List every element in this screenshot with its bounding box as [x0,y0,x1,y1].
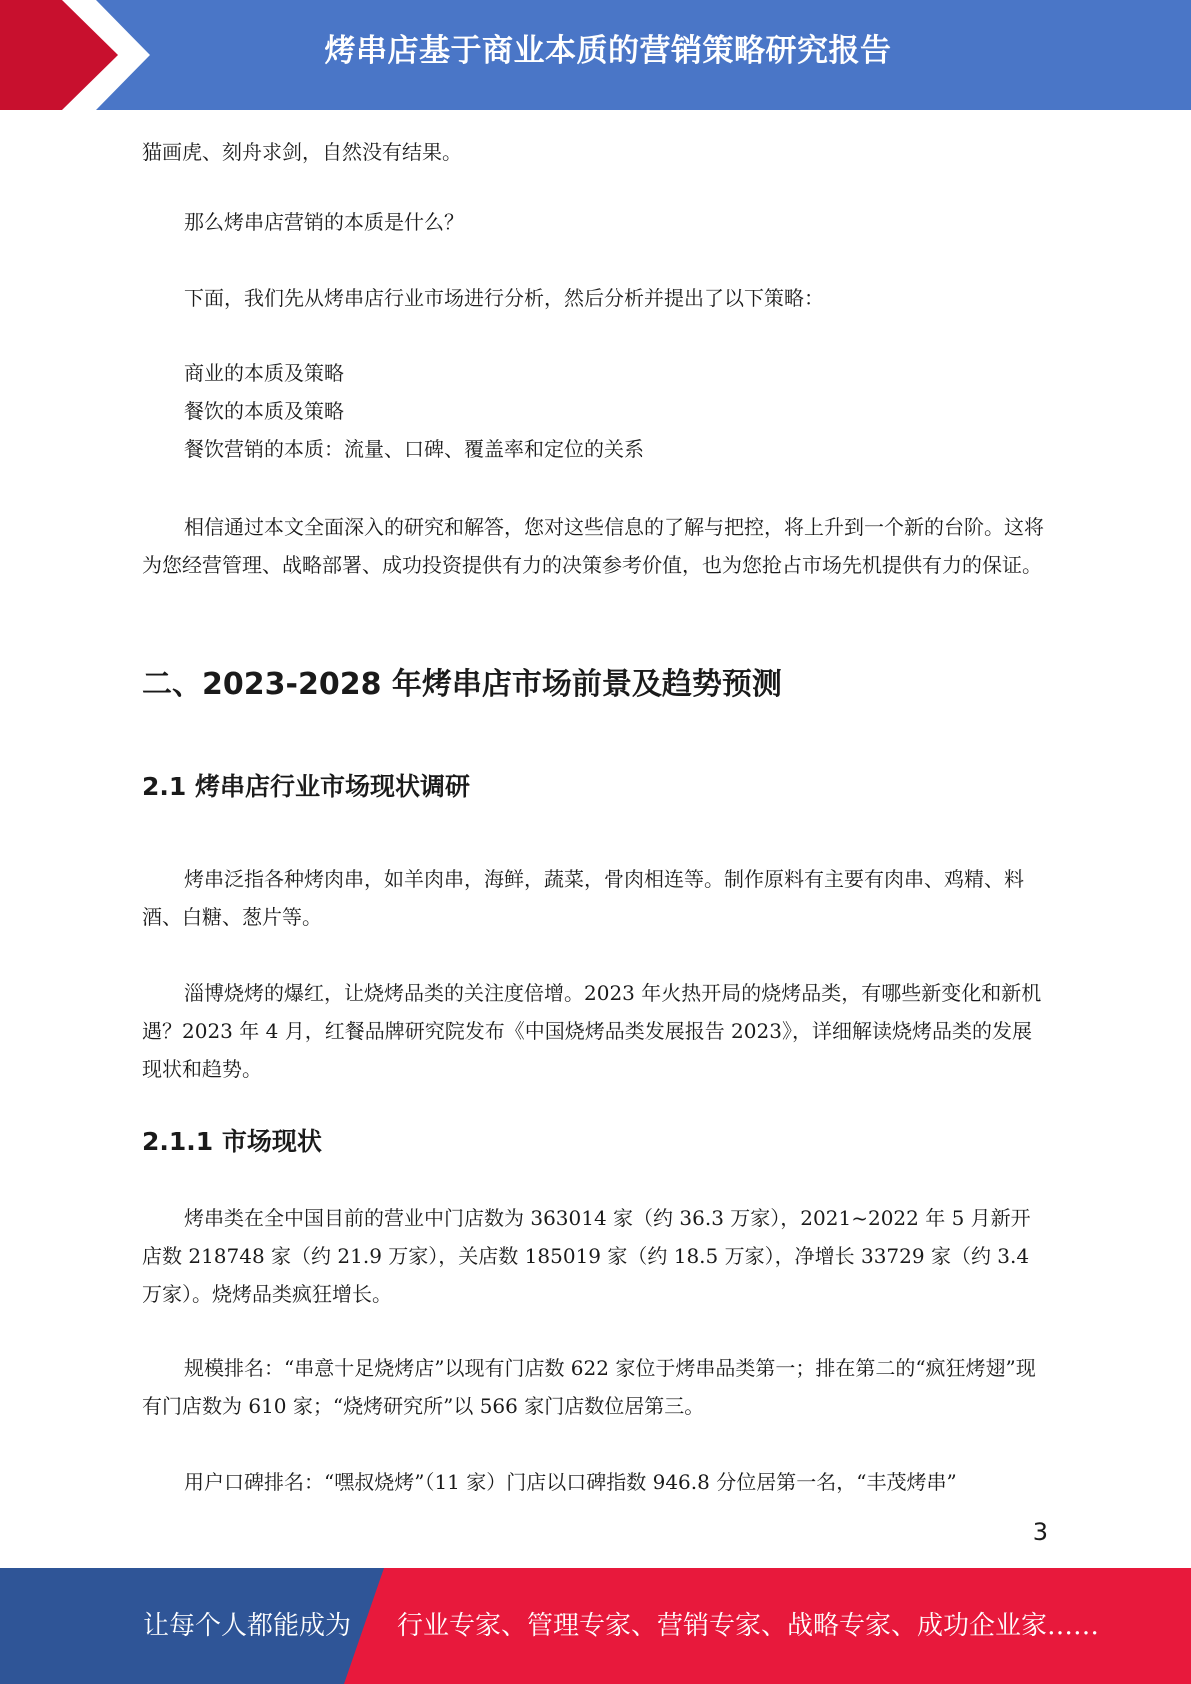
paragraph-continuation: 猫画虎、刻舟求剑，自然没有结果。 [142,140,462,164]
strategy-list-item: 餐饮的本质及策略 [184,399,344,423]
section-heading: 二、2023-2028 年烤串店市场前景及趋势预测 [142,667,782,702]
footer-slogan-left: 让每个人都能成为 [143,1611,352,1641]
subsection-heading: 2.1 烤串店行业市场现状调研 [142,772,470,801]
paragraph-believe: 相信通过本文全面深入的研究和解答，您对这些信息的了解与把控，将上升到一个新的台阶。这将为您经营管理、战略部署、成功投资提供有力的决策参考价值，也为您抢占市场先机提供有力的保证。 [142,515,1044,577]
document-title: 烤串店基于商业本质的营销策略研究报告 [324,33,892,69]
footer-banner [0,1568,1191,1684]
paragraph-kaochuan: 烤串泛指各种烤肉串，如羊肉串，海鲜，蔬菜，骨肉相连等。制作原料有主要有肉串、鸡精、料酒、白糖、葱片等。 [142,867,1024,929]
paragraph-intro: 下面，我们先从烤串店行业市场进行分析，然后分析并提出了以下策略： [184,286,824,310]
paragraph-ranking: 规模排名：“串意十足烧烤店”以现有门店数 622 家位于烤串品类第一；排在第二的“疯狂烤翅”现有门店数为 610 家；“烧烤研究所”以 566 家门店数位居第三。 [142,1356,1036,1418]
header-banner [0,0,1191,110]
paragraph-zibo: 淄博烧烤的爆红，让烧烤品类的关注度倍增。2023 年火热开局的烧烤品类，有哪些新变化和新机遇？2023 年 4 月，红餐品牌研究院发布《中国烧烤品类发展报告 2023》，详细解读烧烤品类的发展现状和趋势。 [142,981,1042,1081]
page-number: 3 [1032,1518,1048,1546]
footer-slogan-right: 行业专家、管理专家、营销专家、战略专家、成功企业家…… [397,1611,1100,1641]
paragraph-stats: 烤串类在全中国目前的营业中门店数为 363014 家（约 36.3 万家），2021~2022 年 5 月新开店数 218748 家（约 21.9 万家），关店数 185019 家（约 18.5 万家），净增长 33729 家（约 3.4 万家）。烧烤品类疯狂增长。 [142,1206,1031,1306]
strategy-list-item: 商业的本质及策略 [184,361,344,385]
paragraph-question: 那么烤串店营销的本质是什么？ [184,210,464,234]
strategy-list-item: 餐饮营销的本质：流量、口碑、覆盖率和定位的关系 [184,437,644,461]
subsubsection-heading: 2.1.1 市场现状 [142,1127,322,1156]
paragraph-reputation: 用户口碑排名：“嘿叔烧烤”（11 家）门店以口碑指数 946.8 分位居第一名，“丰茂烤串” [184,1470,957,1494]
